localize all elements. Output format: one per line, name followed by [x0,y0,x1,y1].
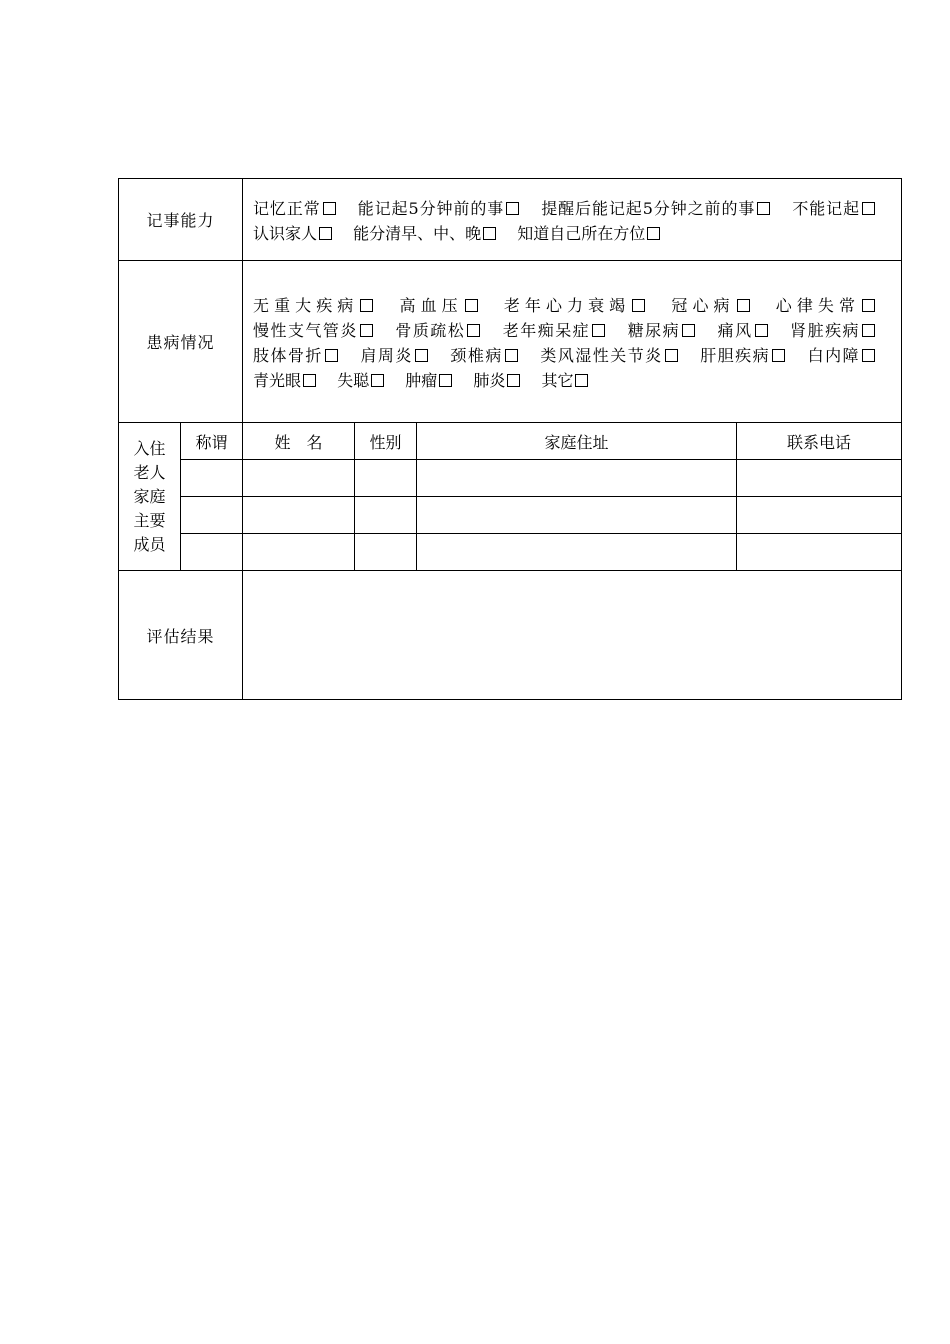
illness-option[interactable]: 肺炎 [473,371,520,390]
title-cell[interactable] [181,534,243,571]
family-header-row [119,423,902,460]
header-gender: 性别 [355,423,417,460]
table-row [119,460,902,497]
illness-option[interactable]: 高血压 [400,296,478,315]
header-address: 家庭住址 [417,423,737,460]
checkbox-icon[interactable] [319,227,332,240]
checkbox-icon[interactable] [303,374,316,387]
checkbox-icon[interactable] [371,374,384,387]
checkbox-icon[interactable] [772,349,785,362]
phone-cell[interactable] [737,497,902,534]
memory-option[interactable]: 认识家人 [253,224,332,243]
illness-options [243,261,902,423]
illness-option[interactable]: 其它 [541,371,588,390]
checkbox-icon[interactable] [862,299,875,312]
checkbox-icon[interactable] [862,324,875,337]
illness-option[interactable]: 肩周炎 [360,346,427,365]
checkbox-icon[interactable] [506,202,519,215]
illness-option[interactable]: 肿瘤 [405,371,452,390]
address-cell[interactable] [417,497,737,534]
phone-cell[interactable] [737,460,902,497]
illness-option[interactable]: 慢性支气管炎 [253,321,373,340]
illness-option[interactable]: 肾脏疾病 [790,321,875,340]
checkbox-icon[interactable] [682,324,695,337]
illness-option[interactable]: 骨质疏松 [395,321,480,340]
header-name: 姓 名 [243,423,355,460]
checkbox-icon[interactable] [755,324,768,337]
memory-option[interactable]: 知道自己所在方位 [517,224,660,243]
memory-option[interactable]: 能记起5分钟前的事 [358,199,519,218]
address-cell[interactable] [417,460,737,497]
table-row [119,534,902,571]
phone-cell[interactable] [737,534,902,571]
title-cell[interactable] [181,460,243,497]
memory-options [243,179,902,261]
assessment-label: 评估结果 [119,571,243,700]
illness-option[interactable]: 失聪 [337,371,384,390]
checkbox-icon[interactable] [360,299,373,312]
checkbox-icon[interactable] [323,202,336,215]
checkbox-icon[interactable] [592,324,605,337]
family-members-label: 入住 老人 家庭 主要 成员 [119,423,181,571]
assessment-form-table [118,178,902,700]
title-cell[interactable] [181,497,243,534]
illness-option[interactable]: 痛风 [718,321,768,340]
checkbox-icon[interactable] [632,299,645,312]
gender-cell[interactable] [355,497,417,534]
assessment-row [119,571,902,700]
illness-option[interactable]: 白内障 [808,346,875,365]
checkbox-icon[interactable] [647,227,660,240]
table-row [119,497,902,534]
checkbox-icon[interactable] [483,227,496,240]
memory-option[interactable]: 提醒后能记起5分钟之前的事 [541,199,770,218]
checkbox-icon[interactable] [467,324,480,337]
checkbox-icon[interactable] [415,349,428,362]
checkbox-icon[interactable] [325,349,338,362]
illness-label: 患病情况 [119,261,243,423]
illness-option[interactable]: 类风湿性关节炎 [540,346,677,365]
gender-cell[interactable] [355,534,417,571]
illness-option[interactable]: 心律失常 [776,296,875,315]
checkbox-icon[interactable] [575,374,588,387]
checkbox-icon[interactable] [465,299,478,312]
illness-option[interactable]: 无重大疾病 [253,296,373,315]
address-cell[interactable] [417,534,737,571]
assessment-result-field[interactable] [243,571,902,700]
illness-option[interactable]: 肢体骨折 [253,346,338,365]
illness-option[interactable]: 冠心病 [671,296,749,315]
illness-option[interactable]: 青光眼 [253,371,316,390]
memory-label: 记事能力 [119,179,243,261]
name-cell[interactable] [243,460,355,497]
checkbox-icon[interactable] [439,374,452,387]
header-phone: 联系电话 [737,423,902,460]
memory-option[interactable]: 记忆正常 [253,199,336,218]
checkbox-icon[interactable] [862,202,875,215]
illness-option[interactable]: 老年痴呆症 [503,321,605,340]
illness-option[interactable]: 颈椎病 [450,346,517,365]
checkbox-icon[interactable] [360,324,373,337]
memory-option[interactable]: 不能记起 [792,199,875,218]
checkbox-icon[interactable] [665,349,678,362]
gender-cell[interactable] [355,460,417,497]
memory-row [119,179,902,261]
header-title: 称谓 [181,423,243,460]
memory-option[interactable]: 能分清早、中、晚 [353,224,496,243]
checkbox-icon[interactable] [505,349,518,362]
checkbox-icon[interactable] [507,374,520,387]
checkbox-icon[interactable] [737,299,750,312]
illness-row [119,261,902,423]
name-cell[interactable] [243,534,355,571]
illness-option[interactable]: 老年心力衰竭 [504,296,645,315]
illness-option[interactable]: 肝胆疾病 [700,346,785,365]
illness-option[interactable]: 糖尿病 [628,321,695,340]
name-cell[interactable] [243,497,355,534]
checkbox-icon[interactable] [862,349,875,362]
checkbox-icon[interactable] [757,202,770,215]
